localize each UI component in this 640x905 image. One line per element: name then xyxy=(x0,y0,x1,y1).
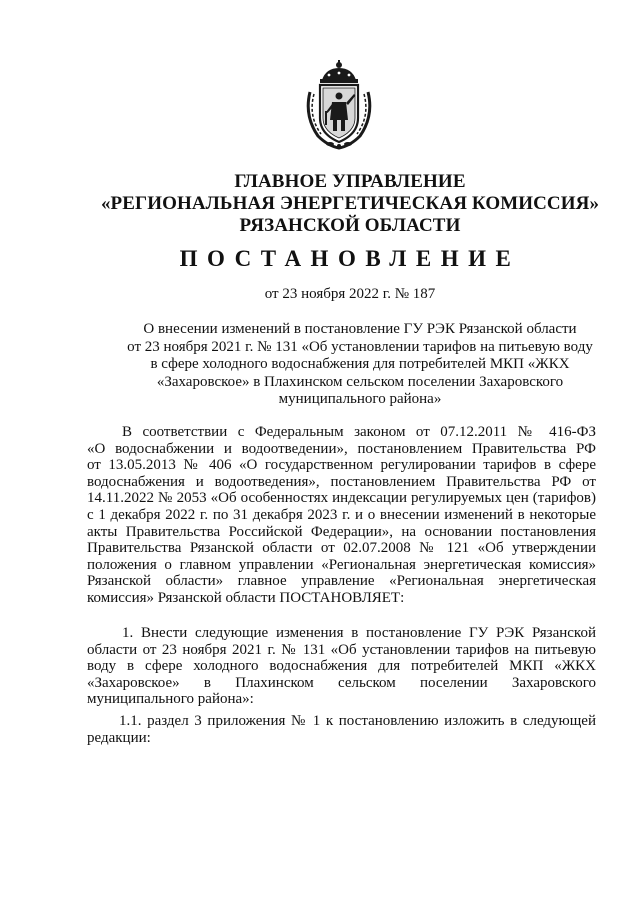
paragraph-line: муниципального района»: xyxy=(87,691,254,708)
paragraph-line: редакции: xyxy=(87,729,151,746)
paragraph-line: акты Правительства Российской Федерации», на основании постановления xyxy=(87,523,596,540)
paragraph-line: области от 23 ноября 2021 г. № 131 «Об установлении тарифов на питьевую xyxy=(87,641,596,658)
subject-line: муниципального района» xyxy=(278,391,442,407)
subject-line: О внесении изменений в постановление ГУ РЭК Рязанской области xyxy=(143,321,577,337)
org-title-line-1: ГЛАВНОЕ УПРАВЛЕНИЕ xyxy=(234,171,466,192)
subject-line: «Захаровское» в Плахинском сельском поселении Захаровского xyxy=(156,373,564,390)
paragraph-line: 14.11.2022 № 2053 «Об особенностях индексации регулируемых цен (тарифов) xyxy=(87,490,596,507)
paragraph-line: 1. Внести следующие изменения в постановление ГУ РЭК Рязанской xyxy=(122,625,596,641)
paragraph-line: 1.1. раздел 3 приложения № 1 к постановлению изложить в следующей xyxy=(119,713,596,729)
paragraph-line: «О водоснабжении и водоотведении», постановлением Правительства РФ xyxy=(87,440,596,457)
subject-line: от 23 ноября 2021 г. № 131 «Об установлении тарифов на питьевую воду xyxy=(127,338,593,355)
document-type-heading: ПОСТАНОВЛЕНИЕ xyxy=(179,246,521,271)
paragraph-line: с 1 декабря 2022 г. по 31 декабря 2023 г. и о внесении изменений в некоторые xyxy=(87,506,596,523)
paragraph-line: В соответствии с Федеральным законом от 07.12.2011 № 416-ФЗ xyxy=(122,424,596,440)
paragraph-line: от 13.05.2013 № 406 «О государственном регулировании тарифов в сфере xyxy=(87,457,596,474)
paragraph-line: Рязанской области» главное управление «Региональная энергетическая xyxy=(87,573,596,590)
org-title-line-3: РЯЗАНСКОЙ ОБЛАСТИ xyxy=(239,215,461,236)
clause-1-1-paragraph xyxy=(87,713,596,746)
paragraph-line: воду в сфере холодного водоснабжения для потребителей МКП «ЖКХ xyxy=(87,658,596,675)
paragraph-line: «Захаровское» в Плахинском сельском поселении Захаровского xyxy=(87,674,596,691)
paragraph-line: комиссия» Рязанской области ПОСТАНОВЛЯЕТ: xyxy=(87,589,405,606)
paragraph-line: Правительства Рязанской области от 02.07.2008 № 121 «Об утверждении xyxy=(87,540,596,557)
document-date-number: от 23 ноября 2022 г. № 187 xyxy=(264,286,436,302)
paragraph-line: положения о главном управлении «Региональная энергетическая комиссия» xyxy=(87,556,596,573)
subject-line: в сфере холодного водоснабжения для потребителей МКП «ЖКХ xyxy=(150,356,570,372)
org-title-line-2: «РЕГИОНАЛЬНАЯ ЭНЕРГЕТИЧЕСКАЯ КОМИССИЯ» xyxy=(100,193,600,214)
preamble-paragraph xyxy=(87,424,596,607)
clause-1-paragraph xyxy=(87,625,596,708)
paragraph-line: водоснабжения и водоотведения», постановлением Правительства РФ от xyxy=(87,473,596,490)
document-subject xyxy=(100,321,620,409)
coat-of-arms-emblem xyxy=(296,58,382,150)
